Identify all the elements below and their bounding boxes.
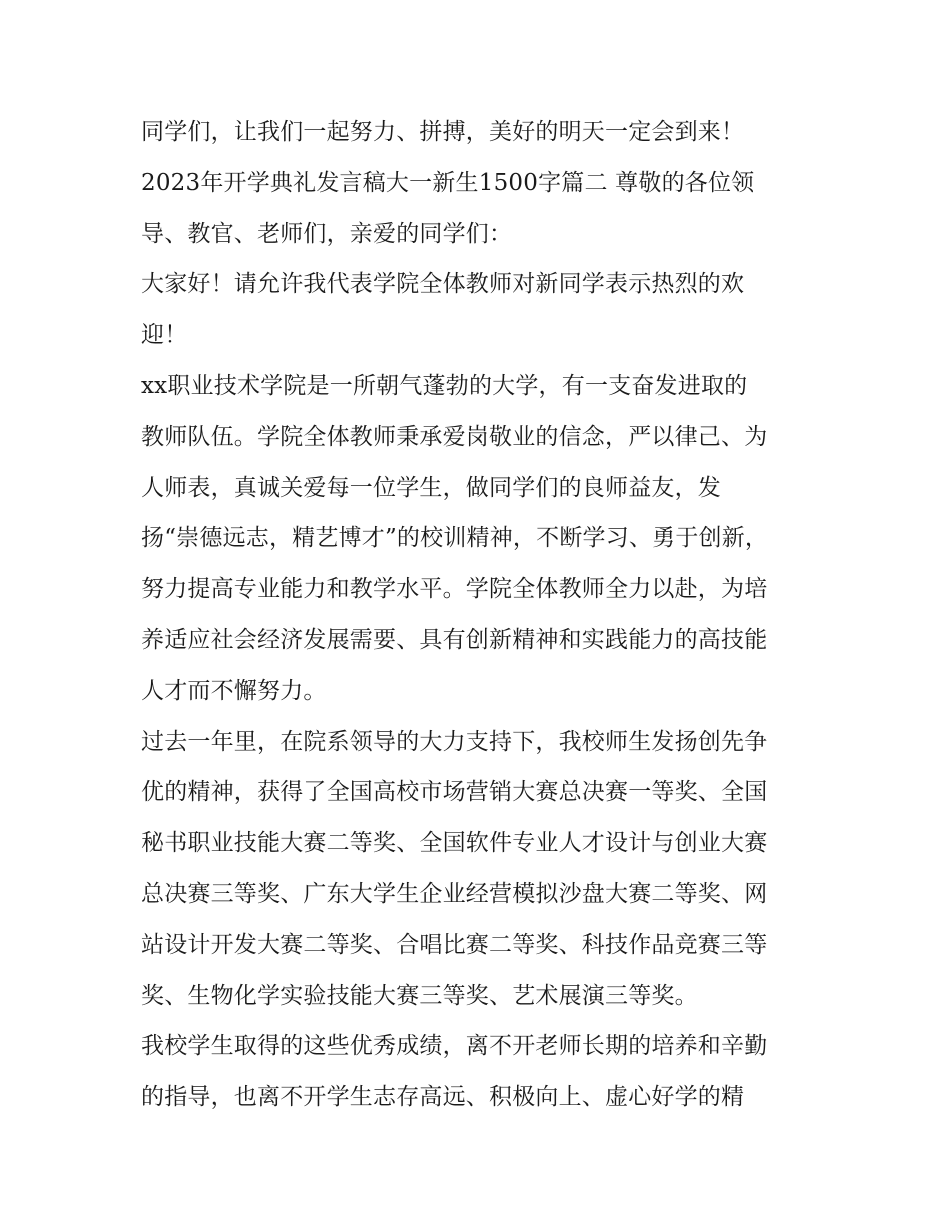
- text-line: 优的精神，获得了全国高校市场营销大赛总决赛一等奖、全国: [141, 779, 768, 806]
- document-body: [141, 107, 821, 1123]
- text-line: 教师队伍。学院全体教师秉承爱岗敬业的信念，严以律己、为: [141, 423, 768, 450]
- text-line: xx职业技术学院是一所朝气蓬勃的大学，有一支奋发进取的: [141, 372, 748, 399]
- text-line: 我校学生取得的这些优秀成绩，离不开老师长期的培养和辛勤: [141, 1033, 768, 1060]
- text-line: 人师表，真诚关爱每一位学生，做同学们的良师益友，发: [141, 474, 721, 501]
- text-line: 总决赛三等奖、广东大学生企业经营模拟沙盘大赛二等奖、网: [141, 880, 768, 907]
- text-line: 秘书职业技能大赛二等奖、全国软件专业人才设计与创业大赛: [141, 830, 768, 857]
- text-line: 2023年开学典礼发言稿大一新生1500字篇二 尊敬的各位领: [141, 169, 755, 196]
- text-line: 同学们，让我们一起努力、拼搏，美好的明天一定会到来！: [141, 119, 745, 145]
- text-line: 过去一年里，在院系领导的大力支持下，我校师生发扬创先争: [141, 728, 768, 755]
- text-line: 迎！: [141, 322, 188, 349]
- text-line: 人才而不懈努力。: [141, 677, 327, 704]
- text-line: 的指导，也离不开学生志存高远、积极向上、虚心好学的精: [141, 1084, 745, 1111]
- text-line: 导、教官、老师们，亲爱的同学们：: [141, 220, 513, 247]
- text-line: 努力提高专业能力和教学水平。学院全体教师全力以赴，为培: [141, 576, 768, 603]
- text-line: 站设计开发大赛二等奖、合唱比赛二等奖、科技作品竞赛三等: [141, 931, 768, 958]
- text-line: 扬“崇德远志，精艺博才”的校训精神，不断学习、勇于创新，: [141, 525, 769, 552]
- text-line: 养适应社会经济发展需要、具有创新精神和实践能力的高技能: [141, 626, 768, 653]
- text-line: 大家好！请允许我代表学院全体教师对新同学表示热烈的欢: [141, 271, 745, 298]
- text-line: 奖、生物化学实验技能大赛三等奖、艺术展演三等奖。: [141, 982, 698, 1009]
